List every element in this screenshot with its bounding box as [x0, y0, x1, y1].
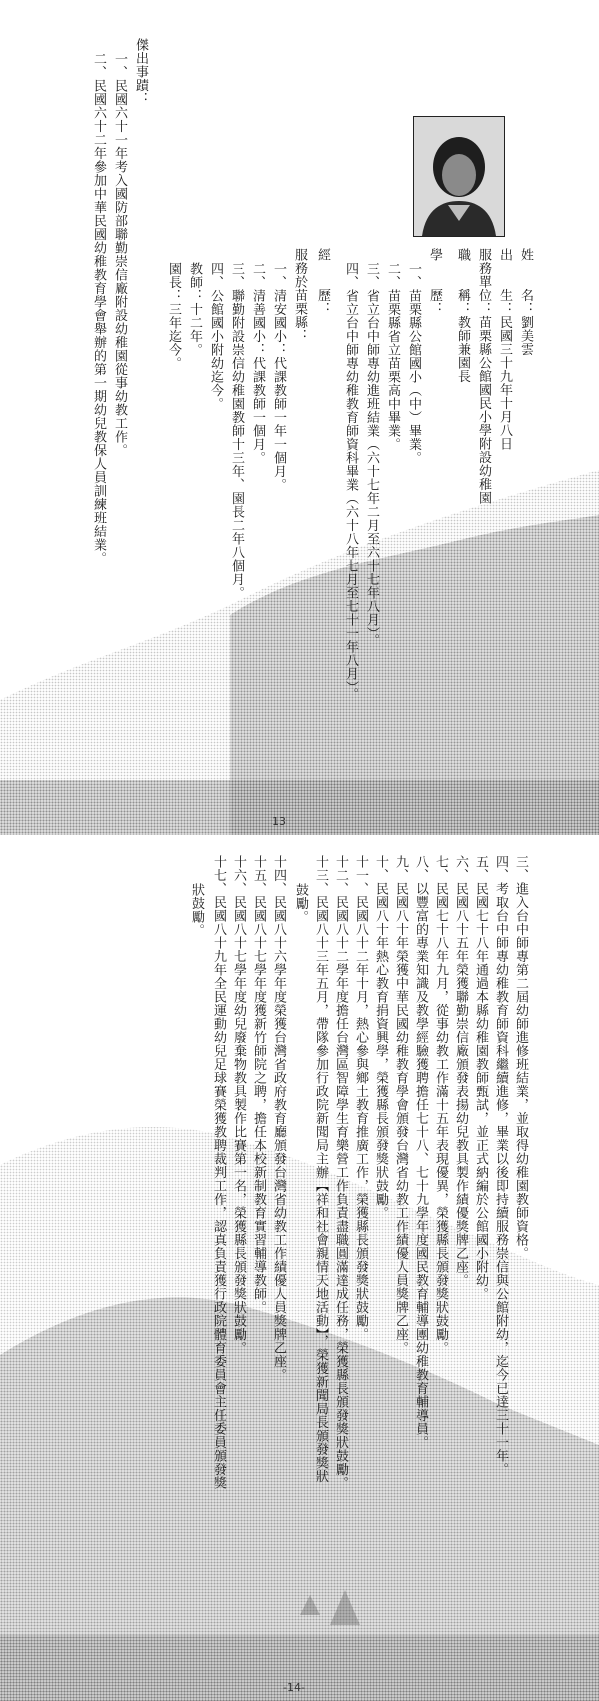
education-item: 四、省立台中師專幼稚教育師資科畢業（六十八年七月至七十一年八月）。	[343, 262, 358, 701]
principal-years: 園長：三年迄今。	[166, 262, 181, 370]
deed-item: 十四、民國八十六學年度榮獲台灣省政府教育廳頒發台灣省幼教工作績優人員獎牌乙座。	[271, 855, 286, 1382]
profile-name: 姓 名：劉美雲	[518, 248, 533, 356]
deed-item: 十七、民國八十九年全民運動幼兒足球賽榮獲教聘裁判工作，認真負責獲行政院體育委員會主任委員頒發獎	[211, 855, 226, 1490]
deed-item: 十二、民國八十二學年度擔任台灣區智障學生育樂營工作負責盡職圓滿達成任務，榮獲縣長頒發獎狀鼓勵。	[333, 855, 348, 1490]
deed-item: 十三、民國八十三年五月，帶隊參加行政院新聞局主辦【祥和社會親情天地活動】，榮獲新聞局長頒發獎狀	[313, 855, 328, 1483]
deed-item: 四、考取台中師專幼稚教育師資科繼續進修，畢業以後即持續服務崇信與公館附幼，迄今已達三十一年。	[493, 855, 508, 1476]
deed-item: 十、民國八十年熱心教育捐資興學，榮獲縣長頒發獎狀鼓勵。	[373, 855, 388, 1220]
experience-intro: 服務於苗栗縣：	[292, 248, 307, 343]
profile-title: 職 稱：教師兼園長	[455, 248, 470, 383]
profile-unit: 服務單位：苗栗縣公館國民小學附設幼稚園	[476, 248, 491, 505]
experience-heading: 經 歷：	[315, 248, 330, 316]
deed-item: 二、民國六十二年參加中華民國幼稚教育學會舉辦的第一期幼兒教保人員訓練班結業。	[91, 52, 106, 565]
person-silhouette-icon	[414, 117, 504, 236]
education-item: 三、省立台中師專幼進班結業（六十七年二月至六十七年八月）。	[364, 262, 379, 647]
experience-item: 四、公館國小附幼迄今。	[208, 262, 223, 411]
deeds-heading: 傑出事蹟：	[133, 38, 148, 106]
deed-item: 九、民國八十年榮獲中華民國幼稚教育學會頒發台灣省幼教工作績優人員獎牌乙座。	[393, 855, 408, 1355]
profile-birth: 出 生：民國三十九年十月八日	[497, 248, 512, 451]
deed-item: 十一、民國八十二年十月，熱心參與鄉土教育推廣工作，榮獲縣長頒發獎狀鼓勵。	[353, 855, 368, 1341]
deed-item-continued: 鼓勵。	[293, 883, 308, 924]
deed-item: 六、民國八十五年榮獲聯勤崇信廠頒發表揚幼兒教具製作績優獎牌乙座。	[453, 855, 468, 1287]
page-number: -14-	[283, 1681, 305, 1694]
deed-item-continued: 狀鼓勵。	[189, 883, 204, 937]
deed-item: 三、進入台中師專第二屆幼師進修班結業，並取得幼稚園教師資格。	[513, 855, 528, 1260]
background-landscape	[0, 835, 599, 1701]
page-13	[0, 0, 599, 835]
deed-item: 八、以豐富的專業知識及教學經驗獲聘擔任七十八、七十九學年度國民教育輔導團幼稚教育輔導員。	[413, 855, 428, 1449]
experience-item: 二、清善國小：代課教師一個月。	[250, 262, 265, 465]
deed-item: 五、民國七十八年通過本縣幼稚園教師甄試，並正式納編於公館國小附幼。	[473, 855, 488, 1301]
deed-item: 七、民國七十八年九月，從事幼教工作滿十五年表現優異，榮獲縣長頒發獎狀鼓勵。	[433, 855, 448, 1355]
experience-item: 三、聯勤附設崇信幼稚園教師十三年、園長二年八個月。	[229, 262, 244, 600]
portrait-photo	[413, 116, 505, 237]
deed-item: 十六、民國八十七學年度幼兒廢棄物教具製作比賽第一名，榮獲縣長頒發獎狀鼓勵。	[231, 855, 246, 1355]
education-item: 二、苗栗縣省立苗栗高中畢業。	[385, 262, 400, 451]
education-item: 一、苗栗縣公館國小（中）畢業。	[406, 262, 421, 465]
page-number: 13	[272, 815, 286, 828]
deed-item: 十五、民國八十七學年度獲新竹師院之聘，擔任本校新制教育實習輔導教師。	[251, 855, 266, 1314]
page-14	[0, 835, 599, 1701]
deed-item: 一、民國六十一年考入國防部聯勤崇信廠附設幼稚園從事幼教工作。	[112, 52, 127, 457]
experience-item: 一、清安國小：代課教師一年一個月。	[271, 262, 286, 492]
education-heading: 學 歷：	[427, 248, 442, 316]
teacher-years: 教師：十二年。	[187, 262, 202, 357]
